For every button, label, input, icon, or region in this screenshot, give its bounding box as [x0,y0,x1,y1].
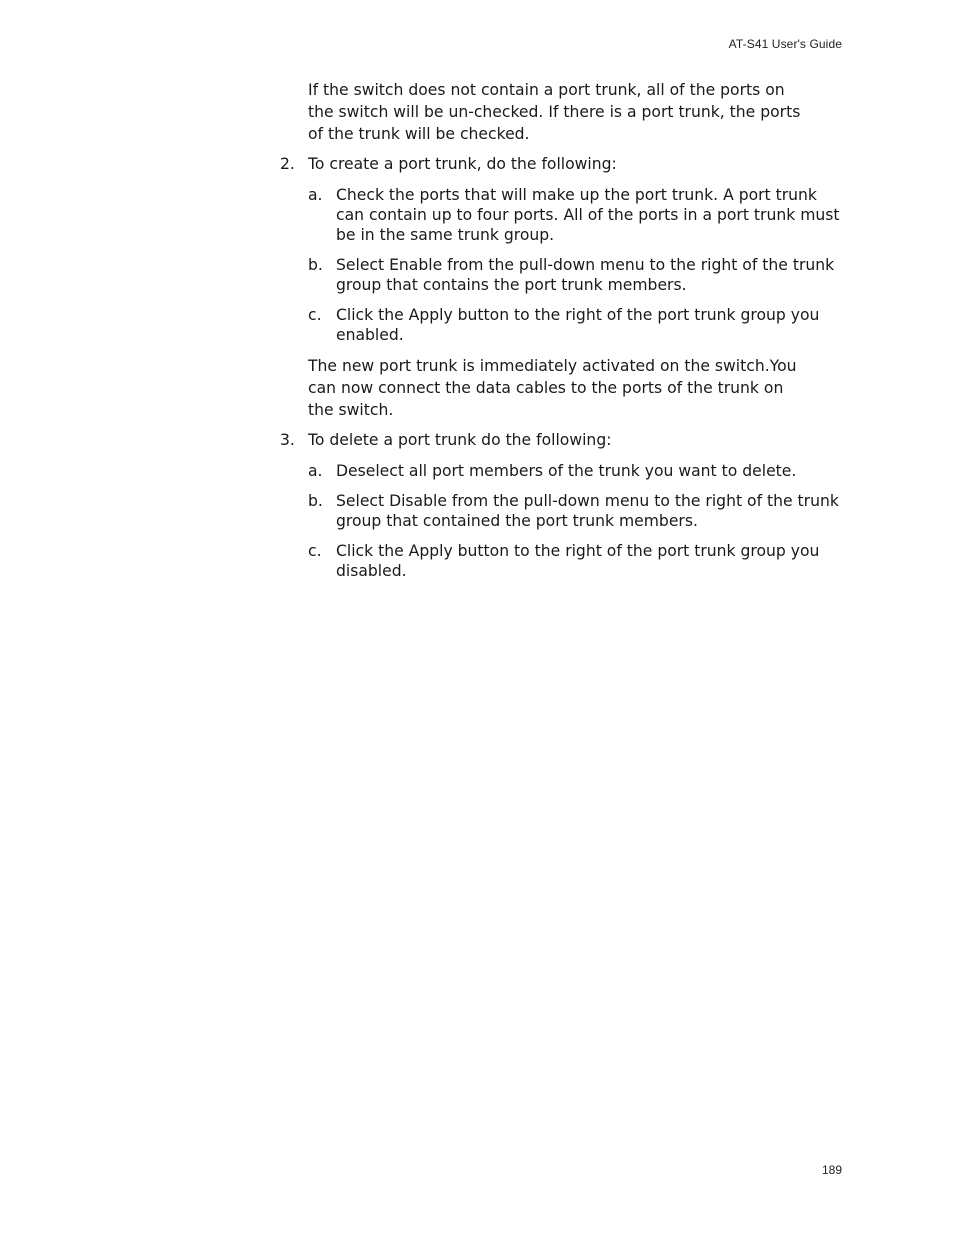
substep-text: Select Enable from the pull-down menu to the right of the trunk group that contains the port trunk members. [336,256,835,294]
substep-letter: a. [308,462,323,480]
step-number: 3. [280,431,295,449]
substep-text: Click the Apply button to the right of the port trunk group you disabled. [336,542,820,580]
step-text: To delete a port trunk do the following: [308,431,612,449]
step-text: To create a port trunk, do the following: [308,155,617,173]
page-content [280,79,846,591]
substep-3a [308,461,846,481]
running-header: AT-S41 User's Guide [728,37,842,51]
step-number: 2. [280,155,295,173]
substep-3b [308,491,846,531]
step-3 [280,429,846,451]
substep-letter: b. [308,492,323,510]
page-number: 189 [821,1163,842,1177]
substep-2c [308,305,846,345]
step-2 [280,153,846,175]
substep-2b [308,255,846,295]
substep-letter: b. [308,256,323,274]
substep-text: Check the ports that will make up the port trunk. A port trunk can contain up to four ports. All of the ports in a port trunk must be in the same trunk group. [336,186,840,244]
substep-text: Click the Apply button to the right of the port trunk group you enabled. [336,306,820,344]
intro-paragraph: If the switch does not contain a port trunk, all of the ports on the switch will be un-checked. If there is a port trunk, the ports of the trunk will be checked. [308,81,801,143]
substep-3c [308,541,846,581]
substep-text: Deselect all port members of the trunk you want to delete. [336,462,797,480]
substep-text: Select Disable from the pull-down menu to the right of the trunk group that contained the port trunk members. [336,492,839,530]
substep-letter: a. [308,186,323,204]
substep-letter: c. [308,542,322,560]
substep-letter: c. [308,306,322,324]
substep-2a [308,185,846,245]
activation-paragraph: The new port trunk is immediately activated on the switch.You can now connect the data cables to the ports of the trunk on the switch. [308,357,797,419]
